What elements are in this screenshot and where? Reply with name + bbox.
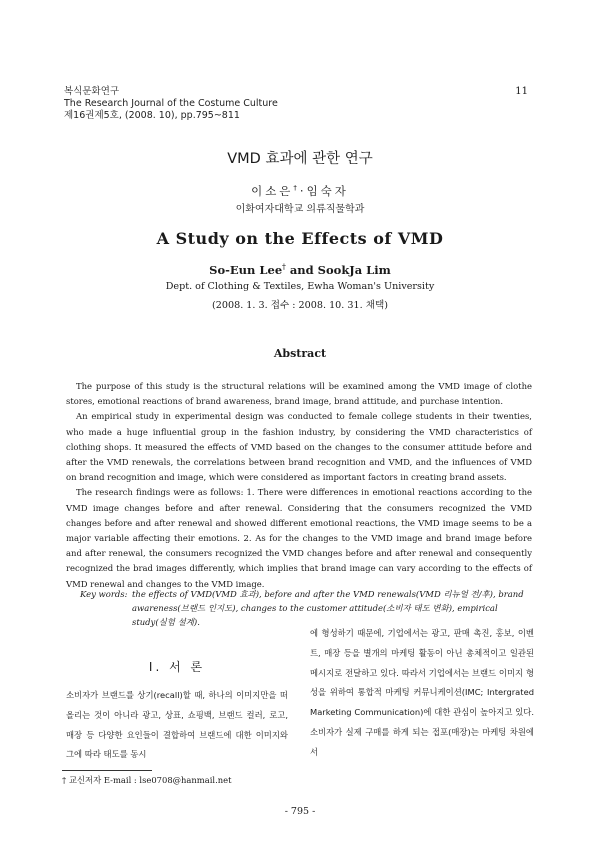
journal-header bbox=[64, 86, 278, 122]
affiliation-kr: 이화여자대학교 의류직물학과 bbox=[235, 204, 365, 215]
section-heading: Ⅰ. 서 론 bbox=[148, 660, 206, 674]
title-en: A Study on the Effects of VMD bbox=[156, 229, 444, 248]
abstract-heading: Abstract bbox=[273, 347, 327, 360]
journal-name-en: The Research Journal of the Costume Culture bbox=[64, 98, 278, 109]
corresponding-mark: † bbox=[293, 184, 300, 193]
keywords-text: the effects of VMD(VMD 효과), before and after the VMD renewals(VMD 리뉴얼 전/후), brand awareness(브랜드 인지도), changes to the customer attitude(소비자 태도 변화), empirical study(실험 설계). bbox=[132, 589, 524, 627]
keywords-label: Key words: bbox=[80, 589, 128, 599]
author-separator: · bbox=[299, 184, 307, 198]
abstract-paragraph: The purpose of this study is the structural relations will be examined among the VMD image of clothe stores, emotional reactions of brand awareness, brand image, brand attitude, and purchase intention. bbox=[66, 381, 532, 407]
corresponding-mark-en: † bbox=[282, 262, 286, 271]
author-first-kr: 이소은 bbox=[251, 184, 294, 198]
footnote-divider bbox=[62, 770, 152, 771]
title-kr: VMD 효과에 관한 연구 bbox=[227, 151, 373, 167]
affiliation-en: Dept. of Clothing & Textiles, Ewha Woman's University bbox=[165, 281, 435, 292]
body-text: 소비자가 브랜드를 상기(recall)할 때, 하나의 이미지만을 떠 올리는 것이 아니라 광고, 상표, 쇼핑백, 브랜드 컬러, 로고, 매장 등 다양한 요인들이 결합하여 브랜드에 대한 이미지와 그에 따라 태도를 동시 bbox=[66, 690, 288, 760]
journal-name-kr: 복식문화연구 bbox=[64, 86, 120, 97]
abstract-body bbox=[66, 379, 532, 592]
body-column-right bbox=[310, 624, 534, 763]
body-column-left bbox=[66, 686, 288, 765]
page-folio: - 795 - bbox=[284, 806, 316, 817]
author-rest-en: and SookJa Lim bbox=[285, 262, 391, 277]
abstract-paragraph: The research findings were as follows: 1. There were differences in emotional reactions according to the VMD image changes before and after renewal. Considering that the consumers recognized the VMD changes before and after renewal and showed different emotional reactions, the VMD image seems to be a major variable affecting their emotions. 2. As for the changes to the VMD image and brand image before and after renewal, the consumers recognized the VMD changes before and after renewal and consequently recognized the brad images differently, which implies that brand image can vary according to the effects of VMD renewal and changes to the VMD image. bbox=[66, 487, 532, 589]
authors-kr bbox=[0, 183, 600, 199]
authors-en bbox=[0, 262, 600, 277]
footnote: † 교신저자 E-mail : lse0708@hanmail.net bbox=[62, 775, 232, 785]
page-number: 11 bbox=[515, 86, 528, 97]
issue-info: 제16권제5호, (2008. 10), pp.795~811 bbox=[64, 110, 240, 121]
received-accepted-dates: (2008. 1. 3. 접수 : 2008. 10. 31. 채택) bbox=[212, 300, 388, 311]
abstract-paragraph: An empirical study in experimental design was conducted to female college students in their twenties, who made a huge influential group in the fashion industry, by considering the VMD characteristics of clothing shops. It measured the effects of VMD based on the changes to the consumer attitude before and after the VMD renewals, the correlations between brand recognition and VMD, and the influences of VMD on brand recognition and image, which were considered as important factors in creating brand assets. bbox=[66, 411, 532, 483]
author-first-en: So-Eun Lee bbox=[209, 262, 283, 277]
body-text: 에 형성하기 때문에, 기업에서는 광고, 판매 촉진, 홍보, 이벤트, 매장 등을 별개의 마케팅 활동이 아닌 총체적이고 일관된 메시지로 전달하고 있다. 따라서 기업에서는 브랜드 이미지 형성을 위하여 통합적 마케팅 커뮤니케이션(IMC; Intergrated Marketing Communication)에 대한 관심이 높아지고 있다. 소비자가 실제 구매를 하게 되는 접포(매장)는 마케팅 차원에서 bbox=[310, 628, 534, 757]
author-second-kr: 임숙자 bbox=[306, 184, 349, 198]
